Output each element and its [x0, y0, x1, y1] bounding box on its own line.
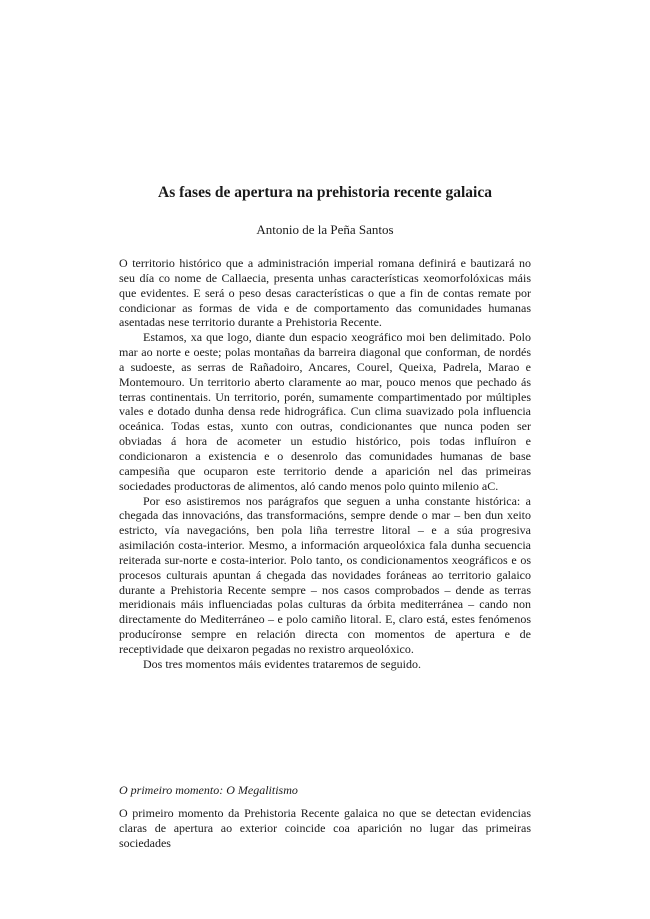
section-heading: O primeiro momento: O Megalitismo [119, 783, 298, 797]
introduction-body [119, 256, 531, 672]
paragraph: Por eso asistiremos nos parágrafos que seguen a unha constante histórica: a chegada das innovacións, das transformacións, sempre dende o mar – ben dun xeito estricto, vía navegacións, ben pola liña terrestre litoral – e a súa progresiva asimilación costa-interior. Mesmo, a información arqueolóxica fala dunha secuencia reiterada sur-norte e costa-interior. Polo tanto, os condicionamentos xeográficos e os procesos culturais apuntan á chegada das novidades foráneas ao territorio galaico durante a Prehistoria Recente sempre – nos casos comprobados – dende as terras meridionais máis influenciadas polas culturas da órbita mediterránea – cando non directamente do Mediterráneo – e polo camiño litoral. E, claro está, estes fenómenos producíronse sempre en relación directa con momentos de apertura e de receptividade que deixaron pegadas no rexistro arqueolóxico. [119, 493, 531, 656]
paragraph: Estamos, xa que logo, diante dun espacio xeográfico moi ben delimitado. Polo mar ao norte e oeste; polas montañas da barreira diagonal que conforman, de nordés a sudoeste, as serras de Rañadoiro, Ancares, Courel, Queixa, Padrela, Marao e Montemouro. Un territorio aberto claramente ao mar, pouco menos que pechado ás terras continentais. Un territorio, porén, sumamente compartimentado por múltiples vales e dotado dunha densa rede hidrográfica. Cun clima suavizado pola influencia oceánica. Todas estas, xunto con outras, condicionantes que nunca poden ser obviadas á hora de acometer un estudio histórico, pois todas influíron e condicionaron a existencia e o desenrolo das comunidades humanas de base campesiña que ocuparon este territorio dende a aparición nel das primeiras sociedades productoras de alimentos, aló cando menos polo quinto milenio aC. [119, 330, 531, 493]
section-body [119, 806, 531, 851]
paper-title: As fases de apertura na prehistoria recente galaica [158, 184, 492, 201]
paragraph: O territorio histórico que a administración imperial romana definirá e bautizará no seu día co nome de Callaecia, presenta unhas características xeomorfolóxicas máis que evidentes. E será o peso desas características o que a fin de contas remate por condicionar as formas de vida e de comportamento das comunidades humanas asentadas nese territorio durante a Prehistoria Recente. [119, 256, 531, 330]
paragraph: O primeiro momento da Prehistoria Recente galaica no que se detectan evidencias claras de apertura ao exterior coincide coa aparición no lugar das primeiras sociedades [119, 806, 531, 850]
paragraph: Dos tres momentos máis evidentes trataremos de seguido. [143, 656, 421, 671]
author-name: Antonio de la Peña Santos [256, 222, 394, 237]
